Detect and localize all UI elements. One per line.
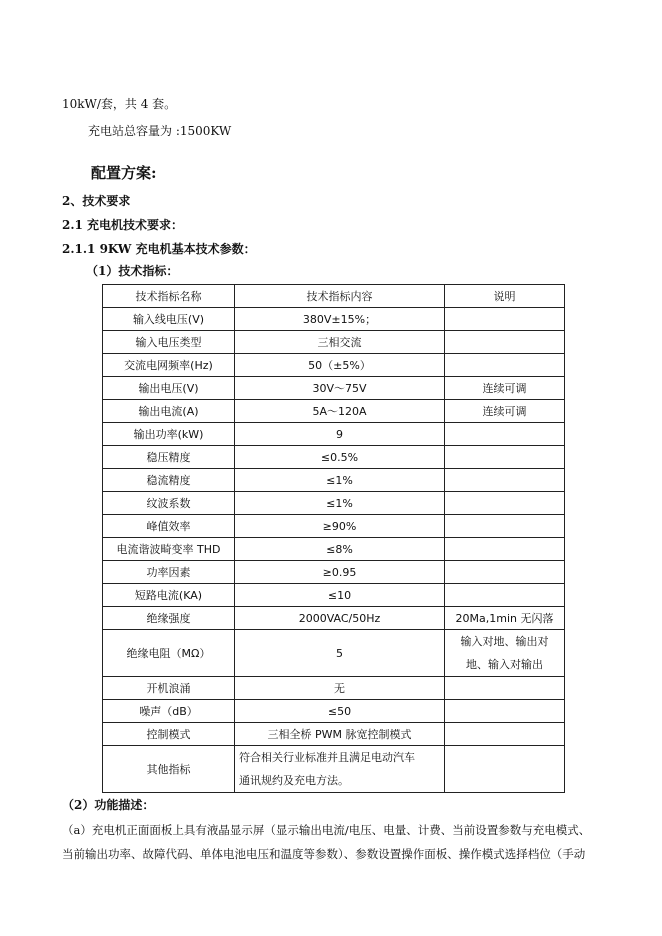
- spec-note-cell: [445, 446, 565, 469]
- table-row: [103, 331, 565, 354]
- spec-note-cell: 20Ma,1min 无闪落: [445, 607, 565, 630]
- section-2-1-heading: 2.1 充电机技术要求：: [62, 218, 184, 232]
- table-header-row: [103, 285, 565, 308]
- spec-name-cell: 绝缘电阻（MΩ）: [103, 630, 235, 677]
- spec-name-cell: 输出功率(kW): [103, 423, 235, 446]
- spec-note-cell: [445, 354, 565, 377]
- spec-value-cell: [235, 746, 445, 793]
- spec-note-cell: [445, 492, 565, 515]
- spec-note-cell: [445, 469, 565, 492]
- spec-value-cell: ≤1%: [235, 469, 445, 492]
- spec-name-cell: 控制模式: [103, 723, 235, 746]
- spec-name-cell: 其他指标: [103, 746, 235, 793]
- header-value: 技术指标内容: [235, 285, 445, 308]
- spec-value-cell: ≥0.95: [235, 561, 445, 584]
- section-2-heading: 2、技术要求: [62, 194, 131, 208]
- spec-note-cell: 连续可调: [445, 377, 565, 400]
- tech-index-heading: （1）技术指标：: [86, 264, 179, 278]
- note-line: 地、输入对输出: [466, 658, 543, 671]
- spec-name-cell: 稳压精度: [103, 446, 235, 469]
- spec-value-cell: 三相交流: [235, 331, 445, 354]
- spec-note-cell: [445, 746, 565, 793]
- spec-note-cell: [445, 308, 565, 331]
- function-heading: （2）功能描述：: [62, 798, 155, 812]
- spec-note-cell: [445, 331, 565, 354]
- spec-value-cell: 2000VAC/50Hz: [235, 607, 445, 630]
- spec-name-cell: 电流谐波畸变率 THD: [103, 538, 235, 561]
- table-row: [103, 538, 565, 561]
- spec-note-cell: [445, 561, 565, 584]
- intro-line-2: 充电站总容量为 :1500KW: [88, 124, 232, 138]
- spec-note-cell: [445, 700, 565, 723]
- table-row: [103, 584, 565, 607]
- table-row: [103, 308, 565, 331]
- spec-value-cell: ≤0.5%: [235, 446, 445, 469]
- paragraph-line-2: 当前输出功率、故障代码、单体电池电压和温度等参数）、参数设置操作面板、操作模式选择档位（手动: [62, 847, 586, 861]
- spec-note-cell: [445, 723, 565, 746]
- spec-note-cell: [445, 538, 565, 561]
- section-2-1-1-heading: 2.1.1 9KW 充电机基本技术参数：: [62, 242, 256, 256]
- spec-note-cell: [445, 677, 565, 700]
- value-line: 通讯规约及充电方法。: [239, 774, 349, 787]
- spec-value-cell: 三相全桥 PWM 脉宽控制模式: [235, 723, 445, 746]
- spec-value-cell: ≤10: [235, 584, 445, 607]
- table-row: [103, 400, 565, 423]
- spec-name-cell: 功率因素: [103, 561, 235, 584]
- spec-value-cell: 50（±5%）: [235, 354, 445, 377]
- spec-value-cell: ≤8%: [235, 538, 445, 561]
- spec-value-cell: 9: [235, 423, 445, 446]
- spec-value-cell: 30V～75V: [235, 377, 445, 400]
- spec-name-cell: 短路电流(KA): [103, 584, 235, 607]
- spec-name-cell: 开机浪涌: [103, 677, 235, 700]
- table-row: [103, 677, 565, 700]
- table-row: [103, 515, 565, 538]
- spec-value-cell: 5A～120A: [235, 400, 445, 423]
- spec-value-cell: ≤1%: [235, 492, 445, 515]
- spec-name-cell: 输出电压(V): [103, 377, 235, 400]
- spec-note-cell: 连续可调: [445, 400, 565, 423]
- table-row: [103, 492, 565, 515]
- spec-name-cell: 输入线电压(V): [103, 308, 235, 331]
- table-row: [103, 723, 565, 746]
- table-row: [103, 377, 565, 400]
- spec-name-cell: 噪声（dB）: [103, 700, 235, 723]
- plan-heading: 配置方案:: [91, 164, 157, 182]
- spec-value-cell: 5: [235, 630, 445, 677]
- spec-value-cell: ≤50: [235, 700, 445, 723]
- table-row: [103, 607, 565, 630]
- table-row: [103, 354, 565, 377]
- spec-name-cell: 纹波系数: [103, 492, 235, 515]
- table-row: [103, 700, 565, 723]
- spec-note-cell: [445, 423, 565, 446]
- paragraph-line-1: （a）充电机正面面板上具有液晶显示屏（显示输出电流/电压、电量、计费、当前设置参数与充电模式、: [62, 823, 591, 837]
- tech-spec-table: [102, 284, 565, 793]
- spec-name-cell: 峰值效率: [103, 515, 235, 538]
- spec-name-cell: 输入电压类型: [103, 331, 235, 354]
- table-row: [103, 423, 565, 446]
- spec-note-cell: [445, 630, 565, 677]
- intro-line-1: 10kW/套，共 4 套。: [62, 97, 177, 111]
- spec-value-cell: 380V±15%；: [235, 308, 445, 331]
- table-row: [103, 630, 565, 677]
- spec-value-cell: ≥90%: [235, 515, 445, 538]
- spec-note-cell: [445, 515, 565, 538]
- table-row: [103, 446, 565, 469]
- header-name: 技术指标名称: [103, 285, 235, 308]
- table-row: [103, 469, 565, 492]
- note-line: 输入对地、输出对: [460, 635, 549, 648]
- value-line: 符合相关行业标准并且满足电动汽车: [239, 751, 415, 764]
- spec-name-cell: 稳流精度: [103, 469, 235, 492]
- table-row: [103, 561, 565, 584]
- spec-name-cell: 输出电流(A): [103, 400, 235, 423]
- spec-value-cell: 无: [235, 677, 445, 700]
- header-note: 说明: [445, 285, 565, 308]
- spec-note-cell: [445, 584, 565, 607]
- spec-name-cell: 交流电网频率(Hz): [103, 354, 235, 377]
- spec-name-cell: 绝缘强度: [103, 607, 235, 630]
- table-row: [103, 746, 565, 793]
